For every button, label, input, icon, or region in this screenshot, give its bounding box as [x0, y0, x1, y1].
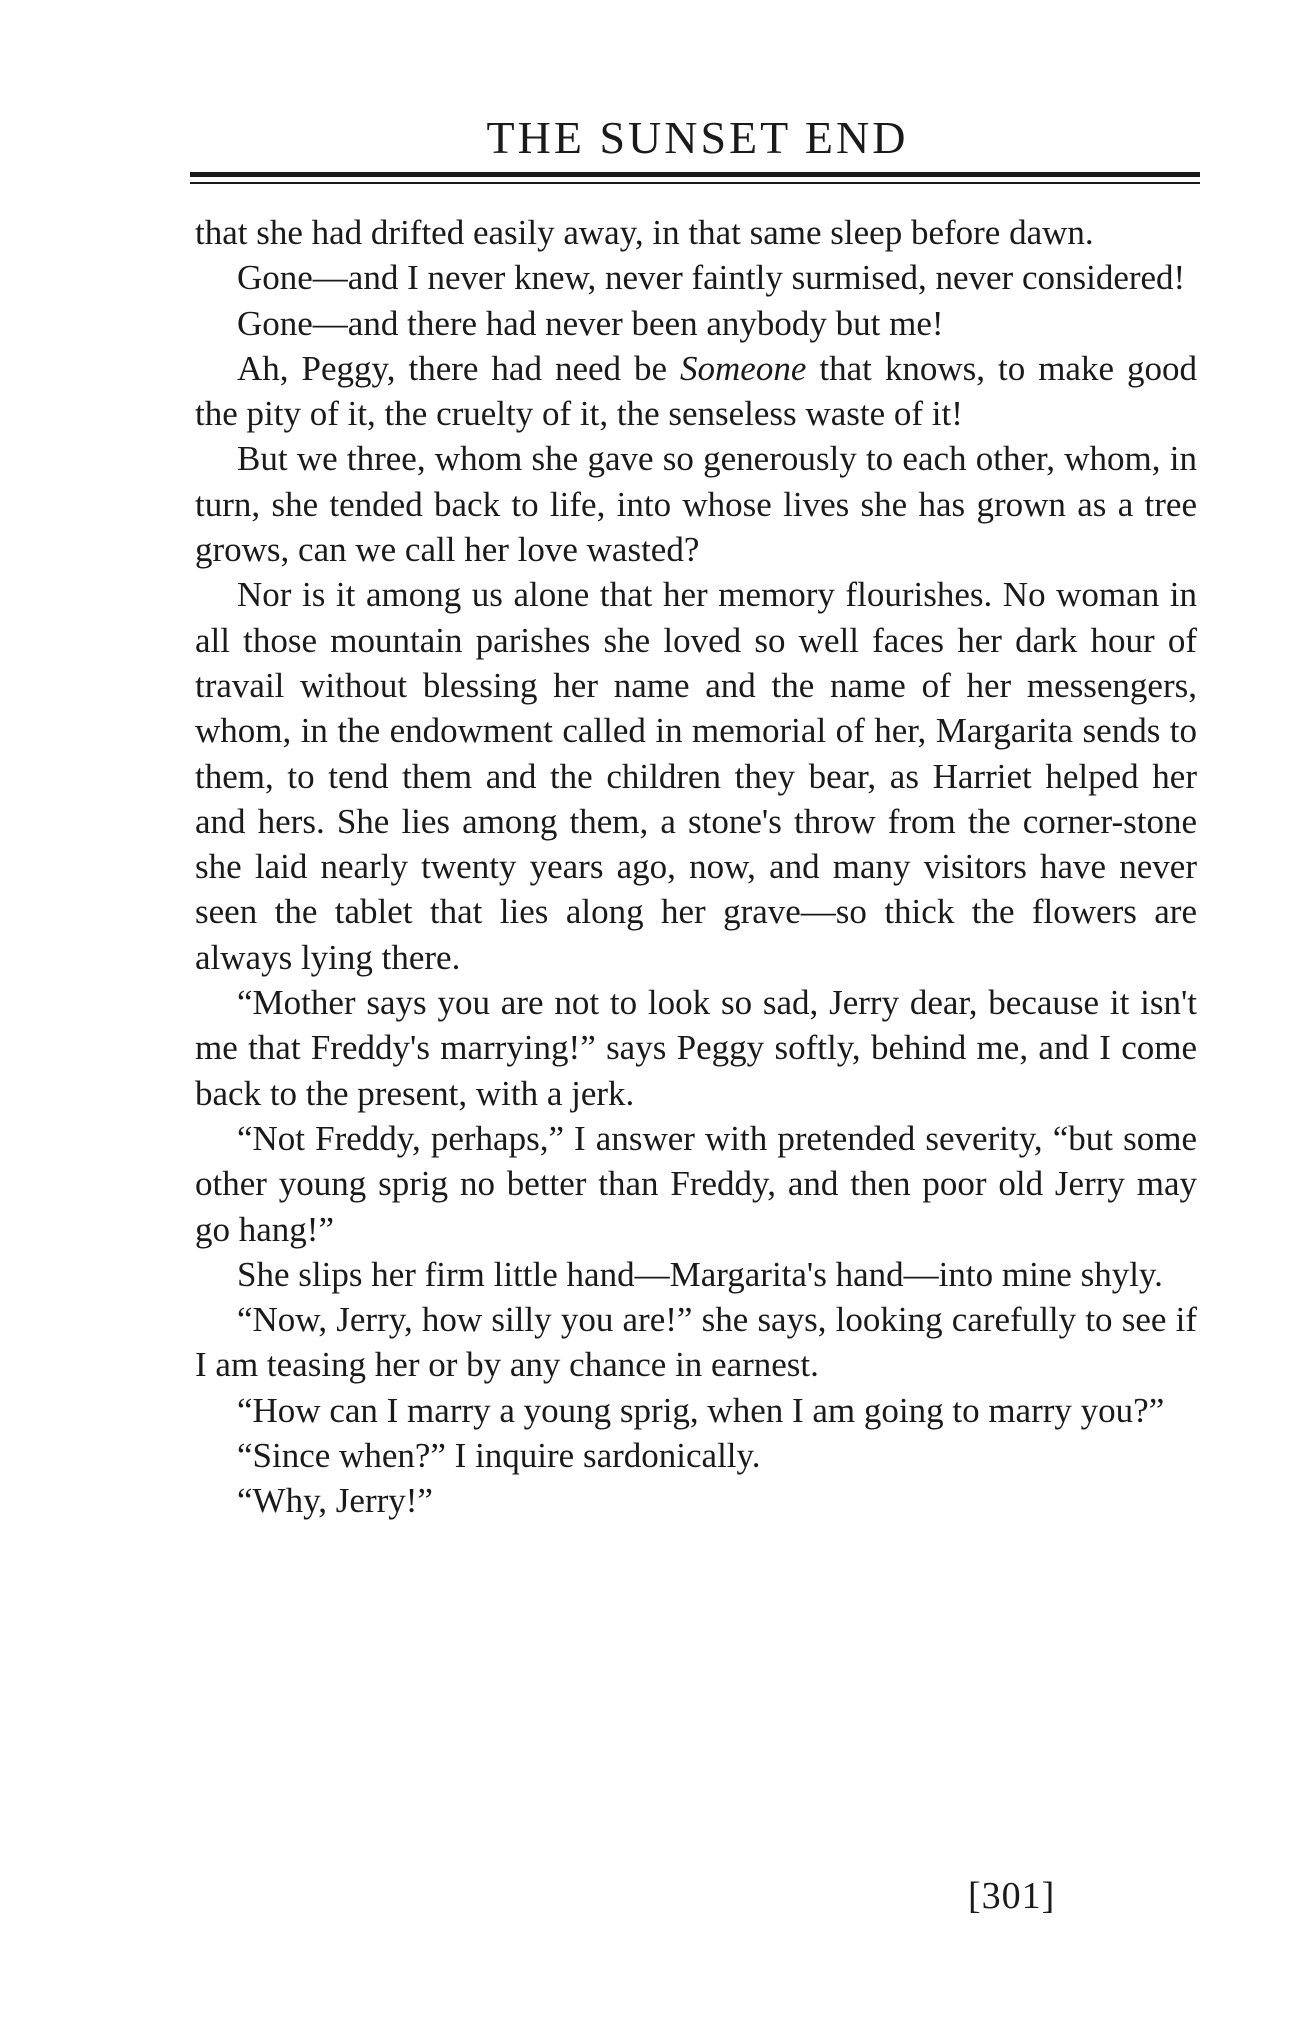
body-text [195, 210, 1197, 1524]
paragraph-3: Gone—and there had never been anybody but me! [237, 303, 944, 343]
paragraph-9: She slips her firm little hand—Margarita's hand—into mine shyly. [237, 1254, 1163, 1294]
page-number: [301] [968, 1875, 1056, 1917]
running-head: THE SUNSET END [486, 112, 909, 163]
paragraph-12: “Since when?” I inquire sardonically. [237, 1436, 761, 1476]
paragraph-11: “How can I marry a young sprig, when I am going to marry you?” [237, 1390, 1165, 1430]
paragraph-8: “Not Freddy, perhaps,” I answer with pretended severity, “but some other young sprig no better than Freddy, and then poor old Jerry may go hang!” [195, 1118, 1197, 1249]
paragraph-10: “Now, Jerry, how silly you are!” she says, looking carefully to see if I am teasing her or by any chance in earnest. [195, 1300, 1197, 1385]
header-rule-thick [190, 172, 1200, 177]
paragraph-7: “Mother says you are not to look so sad, Jerry dear, because it isn't me that Freddy's marrying!” says Peggy softly, behind me, and I come back to the present, with a jerk. [195, 983, 1197, 1113]
paragraph-2: Gone—and I never knew, never faintly surmised, never considered! [237, 258, 1186, 298]
paragraph-1: that she had drifted easily away, in that same sleep before dawn. [195, 213, 1094, 252]
header-rule-thin [190, 182, 1200, 184]
paragraph-4: Ah, Peggy, there had need be Someone that knows, to make good the pity of it, the cruelty of it, the senseless waste of it! [195, 348, 1197, 434]
paragraph-5: But we three, whom she gave so generously to each other, whom, in turn, she tended back to life, into whose lives she has grown as a tree grows, can we call her love wasted? [195, 439, 1197, 570]
paragraph-13: “Why, Jerry!” [237, 1481, 433, 1521]
paragraph-6: Nor is it among us alone that her memory flourishes. No woman in all those mountain parishes she loved so well faces her dark hour of travail without blessing her name and the name of her messengers, whom, in the endowment called in memorial of her, Margarita sends to them, to tend them and the children they bear, as Harriet helped her and hers. She lies among them, a stone's throw from the corner-stone she laid nearly twenty years ago, now, and many visitors have never seen the tablet that lies along her grave—so thick the flowers are always lying there. [195, 575, 1197, 977]
